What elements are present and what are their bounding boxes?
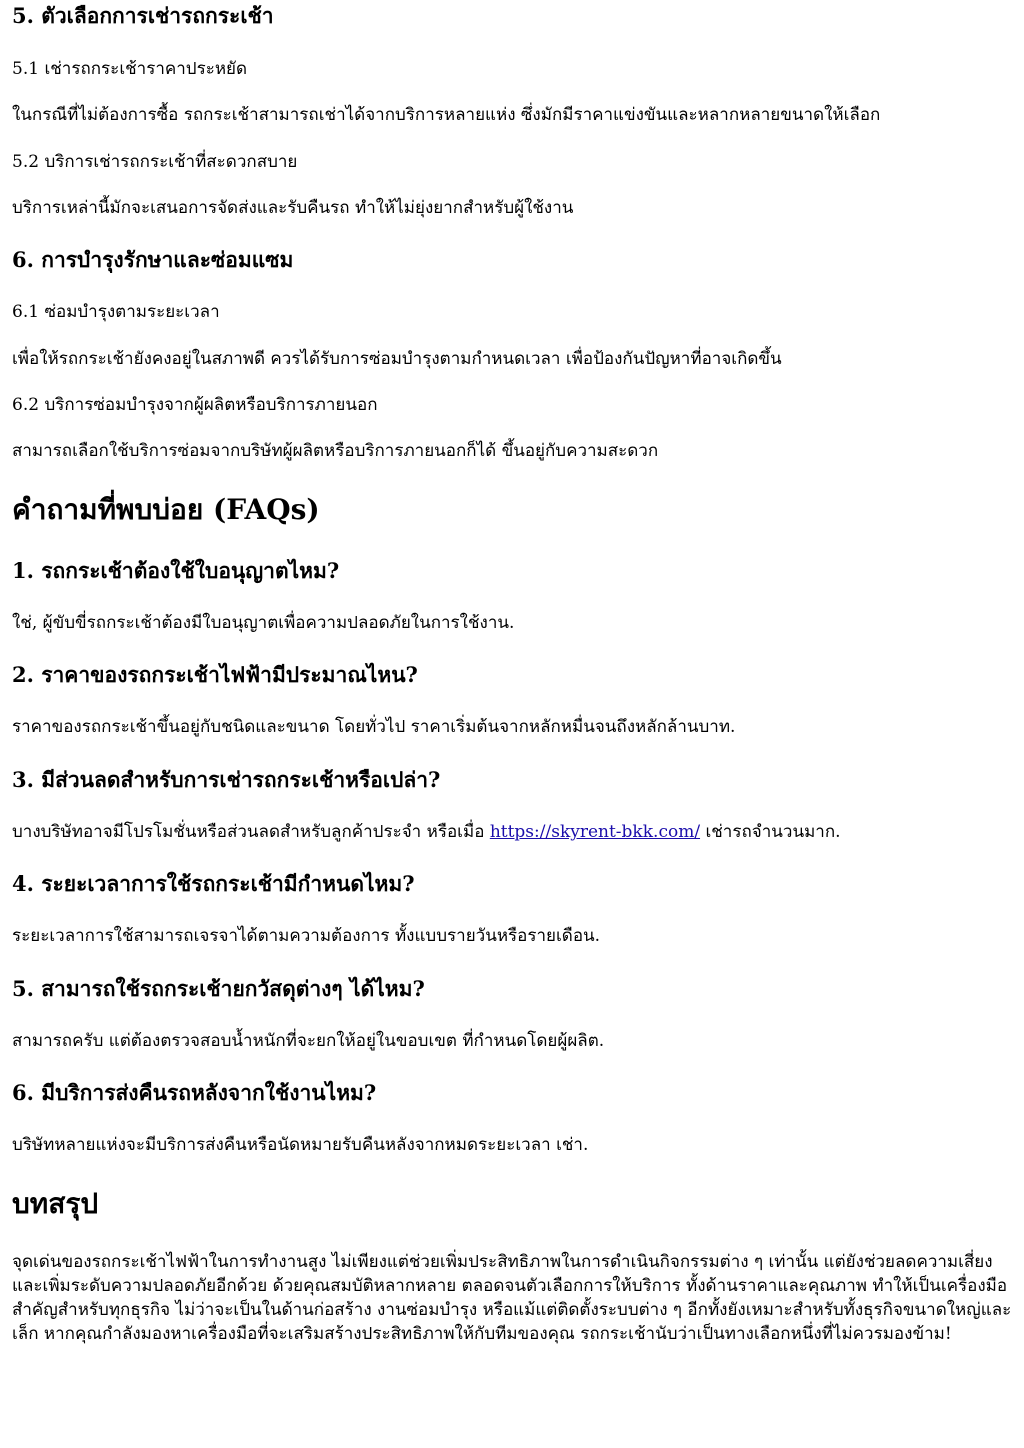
skyrent-link[interactable]: https://skyrent-bkk.com/	[489, 822, 701, 842]
section-5-1-text: ในกรณีที่ไม่ต้องการซื้อ รถกระเช้าสามารถเช่าได้จากบริการหลายแห่ง ซึ่งมักมีราคาแข่งขันและหลากหลายขนาดให้เลือก	[12, 105, 881, 125]
conclusion-text: จุดเด่นของรถกระเช้าไฟฟ้าในการทำงานสูง ไม่เพียงแต่ช่วยเพิ่มประสิทธิภาพในการดำเนินกิจกรรมต่าง ๆ เท่านั้น แต่ยังช่วยลดความเสี่ยงและเพิ่มระดับความปลอดภัยอีกด้วย ด้วยคุณสมบัติหลากหลาย ตลอดจนตัวเลือกการให้บริการ ทั้งด้านราคาและคุณภาพ ทำให้เป็นเครื่องมือสำคัญสำหรับทุกธุรกิจ ไม่ว่าจะเป็นในด้านก่อสร้าง งานซ่อมบำรุง หรือแม้แต่ติดตั้งระบบต่าง ๆ อีกทั้งยังเหมาะสำหรับทั้งธุรกิจขนาดใหญ่และเล็ก หากคุณกำลังมองหาเครื่องมือที่จะเสริมสร้างประสิทธิภาพให้กับทีมของคุณ รถกระเช้านับว่าเป็นทางเลือกหนึ่งที่ไม่ควรมองข้าม!	[12, 1252, 1012, 1344]
section-5-2-text: บริการเหล่านี้มักจะเสนอการจัดส่งและรับคืนรถ ทำให้ไม่ยุ่งยากสำหรับผู้ใช้งาน	[12, 198, 574, 218]
faq-answer-2: ราคาของรถกระเช้าขึ้นอยู่กับชนิดและขนาด โดยทั่วไป ราคาเริ่มต้นจากหลักหมื่นจนถึงหลักล้านบาท.	[12, 717, 736, 737]
faq-question-6: 6. มีบริการส่งคืนรถหลังจากใช้งานไหม?	[12, 1080, 377, 1105]
faq-answer-3	[12, 820, 1012, 844]
faq-answer-5: สามารถครับ แต่ต้องตรวจสอบน้ำหนักที่จะยกให้อยู่ในขอบเขต ที่กำหนดโดยผู้ผลิต.	[12, 1031, 605, 1051]
section-6-heading: 6. การบำรุงรักษาและซ่อมแซม	[12, 247, 294, 272]
faq-heading: คำถามที่พบบ่อย (FAQs)	[12, 493, 320, 526]
faq-question-3: 3. มีส่วนลดสำหรับการเช่ารถกระเช้าหรือเปล่า?	[12, 767, 441, 792]
faq-answer-3-text-before: บางบริษัทอาจมีโปรโมชั่นหรือส่วนลดสำหรับลูกค้าประจำ หรือเมื่อ	[12, 822, 490, 842]
section-6-1-title: 6.1 ซ่อมบำรุงตามระยะเวลา	[12, 302, 220, 322]
faq-question-4: 4. ระยะเวลาการใช้รถกระเช้ามีกำหนดไหม?	[12, 871, 415, 896]
section-5-2-title: 5.2 บริการเช่ารถกระเช้าที่สะดวกสบาย	[12, 152, 298, 172]
faq-question-5: 5. สามารถใช้รถกระเช้ายกวัสดุต่างๆ ได้ไหม?	[12, 976, 425, 1001]
faq-answer-6: บริษัทหลายแห่งจะมีบริการส่งคืนหรือนัดหมายรับคืนหลังจากหมดระยะเวลา เช่า.	[12, 1135, 589, 1155]
faq-question-2: 2. ราคาของรถกระเช้าไฟฟ้ามีประมาณไหน?	[12, 662, 418, 687]
section-5-1-title: 5.1 เช่ารถกระเช้าราคาประหยัด	[12, 59, 248, 79]
section-6-1-text: เพื่อให้รถกระเช้ายังคงอยู่ในสภาพดี ควรได้รับการซ่อมบำรุงตามกำหนดเวลา เพื่อป้องกันปัญหาที่อาจเกิดขึ้น	[12, 349, 782, 369]
section-5-heading: 5. ตัวเลือกการเช่ารถกระเช้า	[12, 3, 274, 28]
section-6-2-text: สามารถเลือกใช้บริการซ่อมจากบริษัทผู้ผลิตหรือบริการภายนอกก็ได้ ขึ้นอยู่กับความสะดวก	[12, 441, 659, 461]
faq-answer-3-text-after: เช่ารถจำนวนมาก.	[700, 822, 841, 842]
faq-question-1: 1. รถกระเช้าต้องใช้ใบอนุญาตไหม?	[12, 558, 340, 583]
faq-answer-4: ระยะเวลาการใช้สามารถเจรจาได้ตามความต้องการ ทั้งแบบรายวันหรือรายเดือน.	[12, 926, 601, 946]
faq-answer-1: ใช่, ผู้ขับขี่รถกระเช้าต้องมีใบอนุญาตเพื่อความปลอดภัยในการใช้งาน.	[12, 613, 515, 633]
conclusion-heading: บทสรุป	[12, 1187, 99, 1220]
section-6-2-title: 6.2 บริการซ่อมบำรุงจากผู้ผลิตหรือบริการภายนอก	[12, 395, 378, 415]
